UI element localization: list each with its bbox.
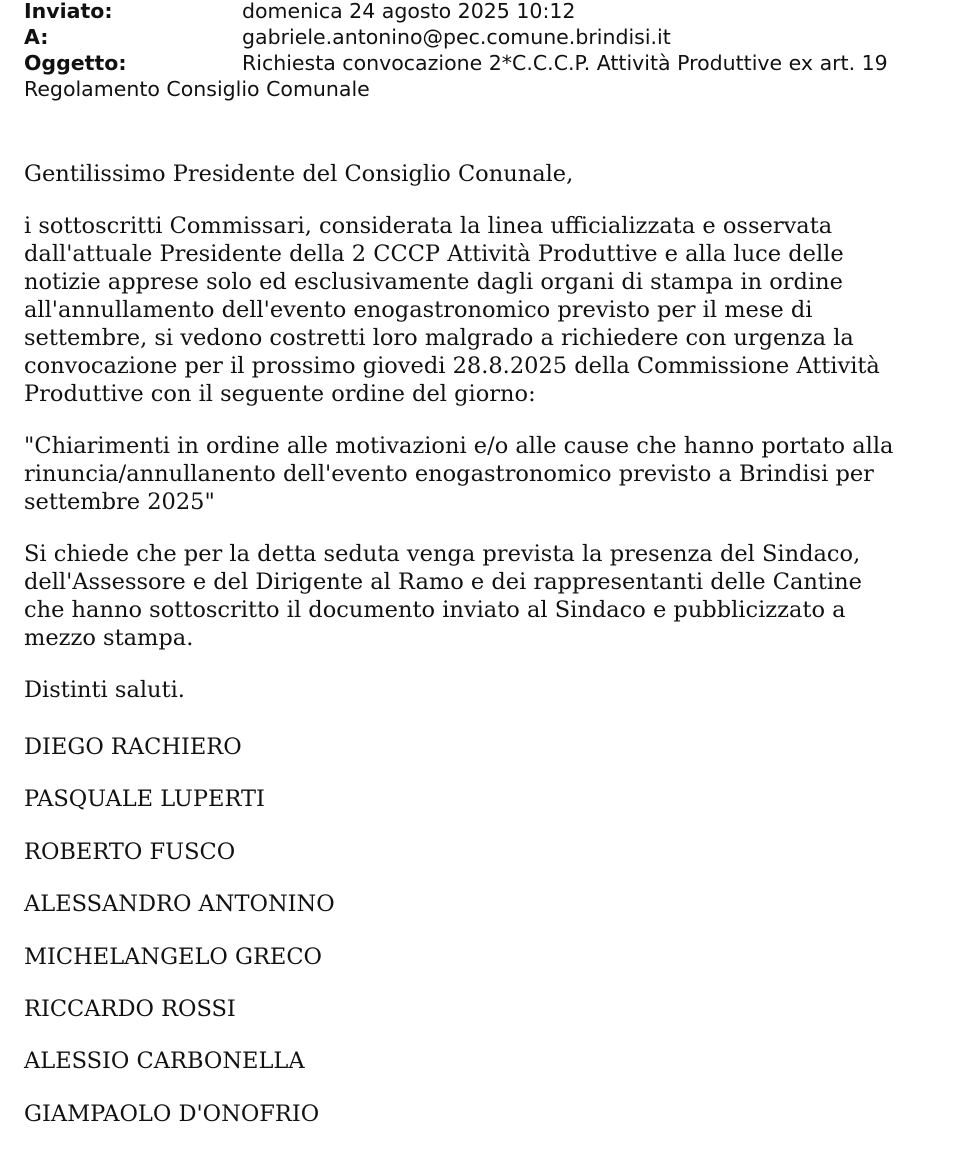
to-row — [24, 24, 959, 50]
body-line: i sottoscritti Commissari, considerata la linea ufficializzata e osservata — [24, 213, 833, 239]
email-header — [24, 0, 959, 102]
signature-name: PASQUALE LUPERTI — [24, 786, 265, 813]
signature-name: ALESSIO CARBONELLA — [24, 1048, 305, 1075]
body-line: settembre 2025" — [24, 489, 215, 515]
body-line: notizie apprese solo ed esclusivamente dagli organi di stampa in ordine — [24, 269, 843, 295]
body-line: Si chiede che per la detta seduta venga prevista la presenza del Sindaco, — [24, 541, 861, 567]
sent-row — [24, 0, 959, 24]
body-line: dall'attuale Presidente della 2 CCCP Attività Produttive e alla luce delle — [24, 241, 844, 267]
signature-name: DIEGO RACHIERO — [24, 734, 242, 760]
signature-name: GIAMPAOLO D'ONOFRIO — [24, 1100, 320, 1127]
recipient-address[interactable]: gabriele.antonino@pec.comune.brindisi.it — [242, 25, 671, 49]
email-body — [24, 160, 960, 728]
agenda-paragraph — [24, 432, 960, 516]
body-line: dell'Assessore e del Dirigente al Ramo e dei rappresentanti delle Cantine — [24, 569, 862, 595]
subject-line-2: Regolamento Consiglio Comunale — [24, 77, 370, 101]
body-line: all'annullamento dell'evento enogastronomico previsto per il mese di — [24, 297, 813, 323]
body-line: convocazione per il prossimo giovedi 28.8.2025 della Commissione Attività — [24, 353, 880, 379]
subject-row-continued — [24, 76, 959, 102]
subject-line-1: Richiesta convocazione 2*C.C.C.P. Attività Produttive ex art. 19 — [242, 51, 888, 75]
closing: Distinti saluti. — [24, 677, 185, 703]
subject-row — [24, 50, 959, 76]
request-paragraph — [24, 212, 960, 408]
body-line: Produttive con il seguente ordine del giorno: — [24, 381, 536, 407]
signature-name: MICHELANGELO GRECO — [24, 943, 323, 970]
sent-date: domenica 24 agosto 2025 10:12 — [242, 0, 576, 23]
signature-name: RICCARDO ROSSI — [24, 995, 236, 1022]
subject-label: Oggetto: — [24, 51, 127, 75]
signature-name: ROBERTO FUSCO — [24, 838, 236, 865]
attendance-paragraph — [24, 540, 960, 652]
body-line: "Chiarimenti in ordine alle motivazioni e/o alle cause che hanno portato alla — [24, 433, 894, 459]
greeting: Gentilissimo Presidente del Consiglio Conunale, — [24, 161, 574, 187]
body-line: rinuncia/annullanento dell'evento enogastronomico previsto a Brindisi per — [24, 461, 874, 487]
body-line: settembre, si vedono costretti loro malgrado a richiedere con urgenza la — [24, 325, 854, 351]
sent-label: Inviato: — [24, 0, 113, 23]
body-line: mezzo stampa. — [24, 625, 194, 651]
signature-list — [24, 733, 335, 1152]
signature-name: ALESSANDRO ANTONINO — [24, 891, 335, 918]
body-line: che hanno sottoscritto il documento inviato al Sindaco e pubblicizzato a — [24, 597, 846, 623]
to-label: A: — [24, 25, 49, 49]
